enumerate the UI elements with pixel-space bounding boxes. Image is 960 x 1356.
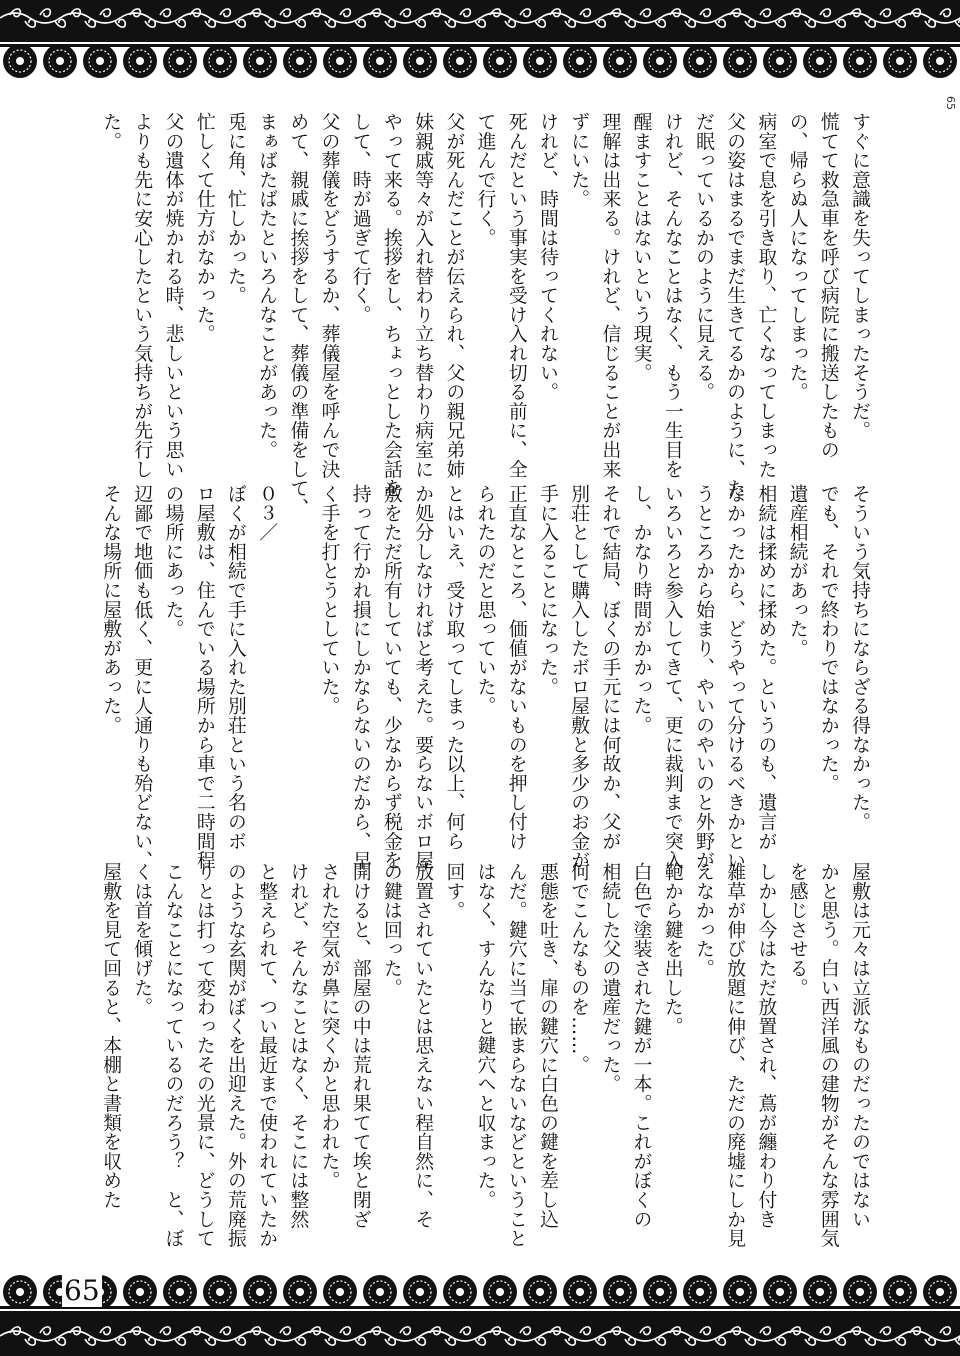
text-column: 白色で塗装された鍵が一本。これがぼくの — [630, 862, 652, 1229]
text-column: 屋敷を見て回ると、本棚と書類を収めた — [100, 862, 122, 1210]
text-column: えなかった。 — [692, 862, 714, 978]
text-column: 病室で息を引き取り、亡くなってしまった — [755, 112, 777, 479]
text-column: 何でこんなものを……。 — [568, 862, 590, 1075]
text-column: それで結局、ぼくの手元には何故か、父が — [599, 484, 621, 851]
text-column: うところから始まり、やいのやいのと外野が — [692, 484, 714, 870]
text-column: 辺鄙で地価も低く、更に人通りも殆どない、 — [131, 484, 153, 870]
bottom-lace-border — [0, 1262, 960, 1356]
text-column: の鍵は回った。 — [380, 862, 402, 998]
text-column: そういう気持ちにならざる得なかった。 — [849, 484, 870, 832]
lace-ornament-bottom — [0, 1262, 960, 1356]
lace-ornament-top — [0, 0, 960, 92]
text-column: とはいえ、受け取ってしまった以上、何ら — [443, 484, 465, 851]
text-column: でも、それで終わりではなかった。 — [817, 484, 839, 793]
page-number: 65 — [64, 1274, 100, 1307]
text-column: し、かなり時間がかかった。 — [630, 484, 652, 735]
text-column: 父の姿はまるでまだ生きてるかのように、た — [724, 112, 746, 498]
text-column: 正直なところ、価値がないものを押し付け — [505, 484, 527, 851]
text-column: か処分しなければと考えた。要らないボロ屋 — [412, 484, 434, 870]
text-column: めて、親戚に挨拶をして、葬儀の準備をして、 — [287, 112, 309, 518]
text-column: 雑草が伸び放題に伸び、ただの廃墟にしか見 — [724, 862, 746, 1248]
text-block-middle — [88, 484, 870, 870]
text-column: と整えられて、つい最近まで使われていたか — [256, 862, 278, 1248]
text-column: 別荘として購入したボロ屋敷と多少のお金が — [568, 484, 590, 870]
text-column: ずにいた。 — [568, 112, 590, 209]
text-column: のような玄関がぼくを出迎えた。外の荒廃振 — [224, 862, 246, 1248]
text-column: 理解は出来る。けれど、信じることが出来 — [599, 112, 621, 479]
text-column: はなく、すんなりと鍵穴へと収まった。 — [474, 862, 496, 1210]
text-column: られたのだと思っていた。 — [474, 484, 496, 716]
text-column: 父の葬儀をどうするか、葬儀屋を呼んで決 — [318, 112, 340, 479]
text-column: 開けると、部屋の中は荒れ果てて埃と閉ざ — [349, 862, 371, 1229]
text-column: すぐに意識を失ってしまったそうだ。 — [849, 112, 870, 440]
text-column: よりも先に安心したという気持ちが先行し — [131, 112, 153, 479]
text-column: された空気が鼻に突くかと思われた。 — [318, 862, 340, 1190]
text-column: 悪態を吐き、扉の鍵穴に白色の鍵を差し込 — [536, 862, 558, 1229]
text-column: まぁばたばたといろんなことがあった。 — [256, 112, 278, 460]
text-column: 放置されていたとは思えない程自然に、そ — [412, 862, 434, 1229]
text-column: だ眠っているかのように見える。 — [692, 112, 714, 402]
text-column: て進んで行く。 — [474, 112, 496, 248]
text-column: 慌てて救急車を呼び病院に搬送したもの — [817, 112, 839, 460]
text-column: なかったから、どうやって分けるべきかとい — [724, 484, 746, 870]
text-column: ぼくが相続で手に入れた別荘という名のボ — [224, 484, 246, 851]
text-column: ０３／ — [256, 484, 278, 542]
text-column: の場所にあった。 — [162, 484, 184, 639]
top-lace-border — [0, 0, 960, 92]
text-column: 父の遺体が焼かれる時、悲しいという思い — [162, 112, 184, 479]
text-column: た。 — [100, 112, 122, 151]
text-column — [275, 484, 306, 862]
text-column: 死んだという事実を受け入れ切る前に、全 — [505, 112, 527, 479]
text-column: く手を打とうとしていた。 — [318, 484, 340, 716]
header-folio: 65 — [944, 96, 957, 110]
text-column: こんなことになっているのだろう？ と、ぼ — [162, 862, 184, 1248]
text-block-lower — [88, 862, 870, 1248]
text-column: しかし今はただ放置され、蔦が纏わり付き — [755, 862, 777, 1229]
text-column: けれど、そんなことはなく、もう一生目を — [661, 112, 683, 479]
text-column: 父が死んだことが伝えられ、父の親兄弟姉 — [443, 112, 465, 479]
text-column: 相続した父の遺産だった。 — [599, 862, 621, 1094]
text-column: いろいろと参入してきて、更に裁判まで突入 — [661, 484, 683, 870]
text-column: ロ屋敷は、住んでいる場所から車で二時間程 — [193, 484, 215, 870]
text-column: 遺産相続があった。 — [786, 484, 808, 658]
text-column: を感じさせる。 — [786, 862, 808, 998]
text-column: けれど、そんなことはなく、そこには整然 — [287, 862, 309, 1229]
text-column: んだ。鍵穴に当て嵌まらないなどということ — [505, 862, 527, 1248]
text-column: して、時が過ぎて行く。 — [349, 112, 371, 325]
text-column: の、帰らぬ人になってしまった。 — [786, 112, 808, 402]
text-column: かと思う。白い西洋風の建物がそんな雰囲気 — [817, 862, 839, 1248]
text-column: 持って行かれ損にしかならないのだから、早 — [349, 484, 371, 870]
text-column: 醒ますことはないという現実。 — [630, 112, 652, 383]
text-column: 妹親戚等々が入れ替わり立ち替わり病室に — [412, 112, 434, 479]
text-column: そんな場所に屋敷があった。 — [100, 484, 122, 735]
text-column: 兎に角、忙しかった。 — [224, 112, 246, 305]
text-column: 手に入ることになった。 — [536, 484, 558, 697]
text-column: けれど、時間は待ってくれない。 — [536, 112, 558, 402]
text-column: やって来る。挨拶をし、ちょっとした会話を — [380, 112, 402, 498]
text-column: りとは打って変わったその光景に、どうして — [193, 862, 215, 1248]
text-column: 忙しくて仕方がなかった。 — [193, 112, 215, 344]
text-column: 相続は揉めに揉めた。というのも、遺言が — [755, 484, 777, 851]
text-column: 敷をただ所有していても、少なからず税金を — [380, 484, 402, 870]
text-column: くは首を傾げた。 — [131, 862, 153, 1017]
text-column: 屋敷は元々は立派なものだったのではない — [849, 862, 870, 1229]
text-column: 鞄から鍵を出した。 — [661, 862, 683, 1036]
text-column: 回す。 — [443, 862, 465, 920]
